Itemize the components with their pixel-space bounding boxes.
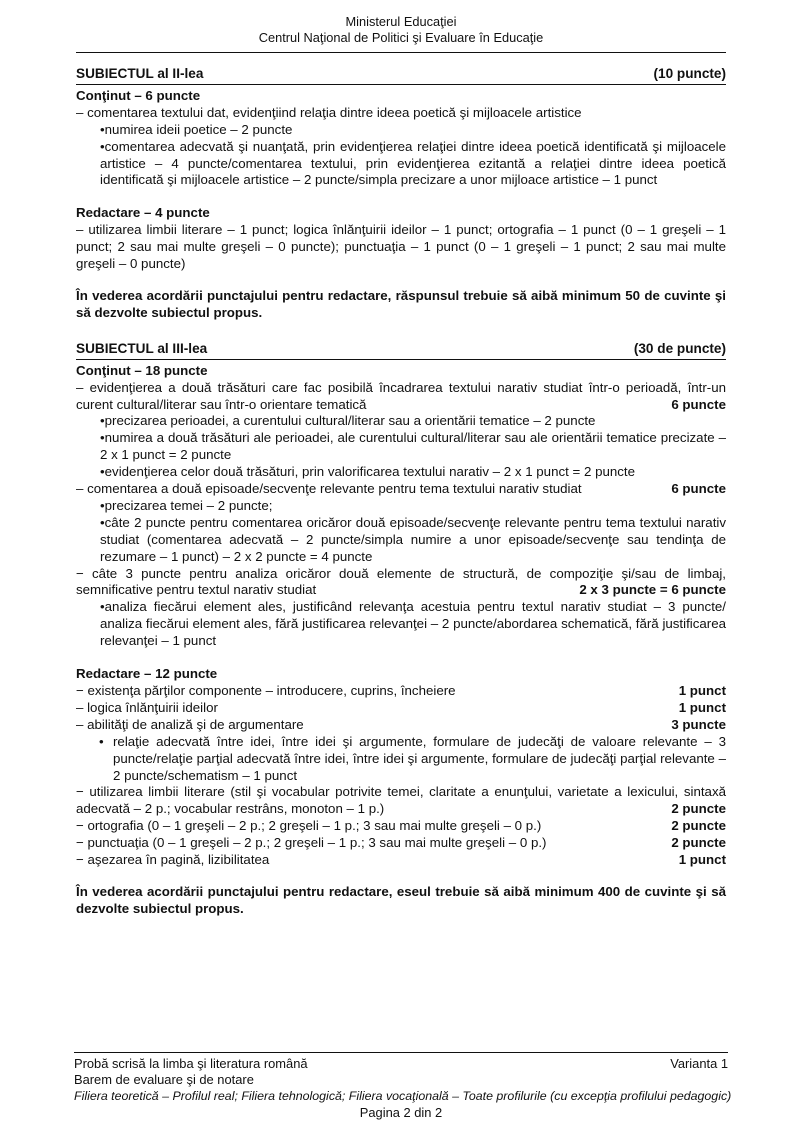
criterion-text: − utilizarea limbii literare (stil şi vocabular potrivite temei, claritate a enunţului, varietate a lexicului, sintaxă adecvată – 2 p.; vocabular restrâns, monoton – 1 p.): [76, 784, 726, 817]
criterion-text: − punctuaţia (0 – 1 greşeli – 2 p.; 2 greşeli – 1 p.; 3 sau mai multe greşeli – 0 p.): [76, 835, 547, 851]
criterion-points: 2 puncte: [671, 801, 726, 817]
subject3-bullet-5: • câte 2 puncte pentru comentarea oricăror două episoade/secvenţe relevante pentru tema textului narativ studiat (comentarea adecvată – 2 puncte/simpla numire a unor episoade/secvenţe sau tendinţa de rezumare – 1 punct) – 2 x 2 puncte = 4 puncte: [76, 515, 726, 566]
criterion-text: – comentarea a două episoade/secvenţe relevante pentru tema textului narativ studiat: [76, 481, 582, 497]
criterion-points: 6 puncte: [671, 481, 726, 497]
footer-variant: Varianta 1: [670, 1055, 728, 1071]
footer-row-1: [74, 1056, 728, 1072]
criterion-points: 2 puncte: [671, 835, 726, 851]
subject3-redactare-4: [76, 784, 726, 818]
subject3-redactare-3: [76, 717, 726, 734]
criterion-points: 1 punct: [678, 852, 726, 868]
subject2-title-row: [76, 66, 726, 85]
subject3-criterion-3: [76, 566, 726, 600]
footer-exam-name: Probă scrisă la limba şi literatura română: [74, 1055, 308, 1071]
subject2-redactare-text: – utilizarea limbii literare – 1 punct; logica înlănţuirii ideilor – 1 punct; ortografia – 1 punct (0 – 1 greşeli – 1 punct; 2 sau mai multe greşeli – 0 puncte); punctuaţia – 1 punct (0 – 1 greşeli – 1 punct; 2 sau mai multe greşeli – 0 puncte): [76, 222, 726, 272]
criterion-points: 1 punct: [678, 683, 726, 698]
criterion-points: 3 puncte: [671, 716, 726, 732]
subject3-content-heading: Conţinut – 18 puncte: [76, 362, 208, 378]
criterion-points: 1 punct: [678, 699, 726, 715]
criterion-text: − ortografia (0 – 1 greşeli – 2 p.; 2 greşeli – 1 p.; 3 sau mai multe greşeli – 0 p.): [76, 818, 542, 834]
subject3-note: În vederea acordării punctajului pentru redactare, eseul trebuie să aibă minimum 400 de cuvinte şi să dezvolte subiectul propus.: [76, 883, 726, 916]
subject3-criterion-2: [76, 481, 726, 498]
subject3-redactare-5: [76, 818, 726, 835]
subject3-bullet-2: • numirea a două trăsături ale perioadei, ale curentului cultural/literar sau ale orientării tematice precizate – 2 x 1 punct = 2 puncte: [76, 430, 726, 464]
header-ministry: Ministerul Educaţiei: [345, 14, 457, 29]
footer-filiera: Filiera teoretică – Profilul real; Filiera tehnologică; Filiera vocaţională – Toate profilurile (cu excepţia profilului pedagogic): [74, 1089, 732, 1104]
criterion-text: − existenţa părţilor componente – introducere, cuprins, încheiere: [76, 683, 456, 698]
subject2-criterion-1: – comentarea textului dat, evidenţiind relaţia dintre ideea poetică şi mijloacele artistice: [76, 104, 582, 120]
subject3-redactare-heading: Redactare – 12 puncte: [76, 666, 218, 682]
subject3-criterion-1: [76, 380, 726, 414]
header-center: Centrul Naţional de Politici şi Evaluare în Educaţie: [258, 29, 544, 45]
subject3-redactare-6: [76, 835, 726, 852]
criterion-text: − aşezarea în pagină, lizibilitatea: [76, 852, 270, 868]
subject3-bullet-6: • analiza fiecărui element ales, justificând relevanţa acestuia pentru textul narativ studiat – 3 puncte/ analiza fiecărui element ales, fără justificarea relevanţei – 2 puncte/abordarea schematică, fără justificarea relevanţei – 1 punct: [76, 599, 726, 650]
subject3-bullet-1: • precizarea perioadei, a curentului cultural/literar sau a orientării tematice – 2 puncte: [76, 413, 726, 430]
subject3-redactare-2: [76, 700, 726, 717]
criterion-points: 6 puncte: [671, 396, 726, 412]
subject3-title: SUBIECTUL al III-lea: [76, 340, 208, 356]
criterion-text: − câte 3 puncte pentru analiza oricăror două elemente de structură, de compoziţie şi/sau de limbaj, semnificative pentru textul narativ studiat: [76, 565, 726, 598]
subject2-note: În vederea acordării punctajului pentru redactare, răspunsul trebuie să aibă minimum 50 de cuvinte şi să dezvolte subiectul propus.: [76, 287, 726, 320]
subject2-redactare-heading: Redactare – 4 puncte: [76, 205, 210, 221]
criterion-points: 2 x 3 puncte = 6 puncte: [579, 582, 726, 598]
subject2-title: SUBIECTUL al II-lea: [76, 66, 204, 81]
criterion-text: – evidenţierea a două trăsături care fac posibilă încadrarea textului narativ studiat într-o perioadă, într-un curent cultural/literar sau într-o orientare tematică: [76, 379, 726, 412]
subject3-bullet-3: • evidenţierea celor două trăsături, prin valorificarea textului narativ – 2 x 1 punct = 2 puncte: [76, 464, 726, 481]
subject3-bullet-4: • precizarea temei – 2 puncte;: [76, 498, 726, 515]
subject3-redactare-1: [76, 683, 726, 700]
criterion-text: – logica înlănţuirii ideilor: [76, 699, 218, 715]
subject2-bullet-1: • numirea ideii poetice – 2 puncte: [76, 122, 726, 139]
criterion-points: 2 puncte: [671, 818, 726, 834]
subject3-points: (30 de puncte): [633, 340, 726, 356]
subject3-redactare-7: [76, 852, 726, 869]
document-footer: [74, 1052, 732, 1121]
subject2-points: (10 puncte): [653, 66, 726, 81]
criterion-text: – abilităţi de analiză şi de argumentare: [76, 716, 304, 732]
subject2-content-heading: Conţinut – 6 puncte: [76, 87, 201, 103]
subject2-bullet-2: • comentarea adecvată şi nuanţată, prin evidenţierea relaţiei dintre ideea poetică identificată şi mijloacele artistice – 4 puncte/comentarea textului, prin evidenţierea ezitantă a relaţiei dintre ideea poetică identificată şi mijloacele artistice – 2 puncte/simpla precizare a unor mijloace artistice – 1 punct: [76, 139, 726, 190]
document-header: [76, 14, 726, 53]
subject3-redactare-bullet: • relaţie adecvată între idei, între idei şi argumente, formulare de judecăţi de valoare relevante – 3 puncte/relaţie parţial adecvată între idei, între idei şi argumente, formulare de judecăţi parţial relevante – 2 puncte/schematism – 1 punct: [76, 734, 726, 785]
subject3-title-row: [76, 341, 726, 360]
footer-page-number: Pagina 2 din 2: [359, 1104, 443, 1120]
footer-doc-type: Barem de evaluare şi de notare: [74, 1072, 254, 1088]
